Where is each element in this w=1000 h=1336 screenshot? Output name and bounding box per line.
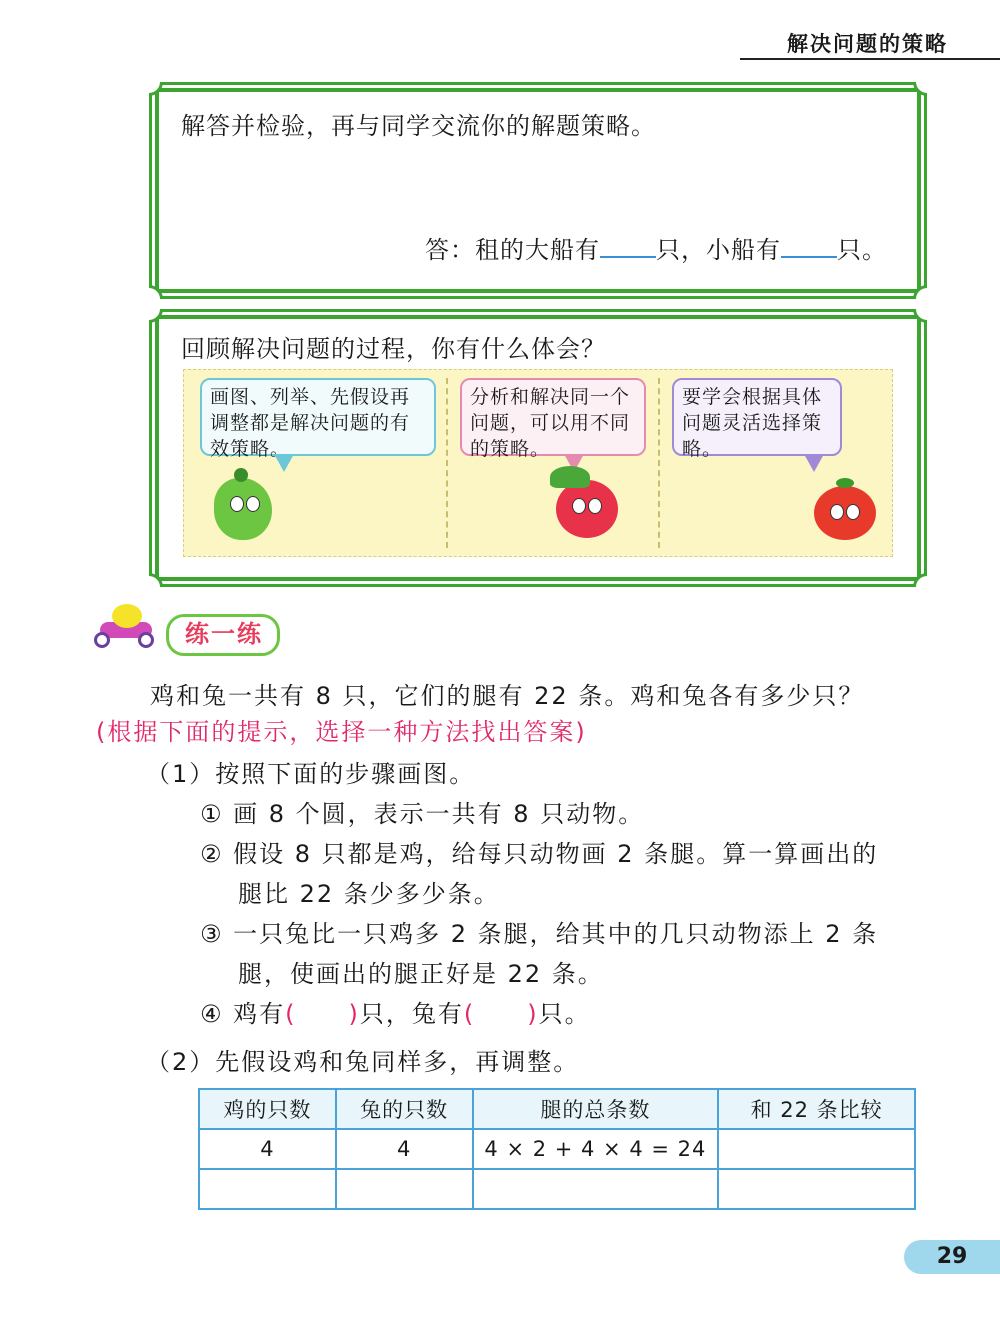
- step-4-suffix: 只。: [538, 1000, 591, 1028]
- panel-divider: [658, 378, 660, 548]
- paren-close: ): [348, 1000, 360, 1028]
- table-cell[interactable]: [718, 1129, 915, 1169]
- frame-corner: [149, 309, 163, 323]
- big-boat-blank[interactable]: [600, 234, 656, 258]
- table-cell[interactable]: [336, 1169, 473, 1209]
- header-rule: [740, 58, 1000, 60]
- header-rabbit-count: 兔的只数: [336, 1089, 473, 1129]
- bubble-tail-1: [274, 454, 294, 472]
- panel-divider: [446, 378, 448, 548]
- table-cell[interactable]: [718, 1169, 915, 1209]
- frame-corner: [149, 82, 163, 96]
- step-1: ① 画 8 个圆，表示一共有 8 只动物。: [200, 800, 645, 828]
- practice-badge: 练一练: [166, 614, 280, 656]
- step-4-rabbit-label: 只，兔有: [359, 1000, 464, 1028]
- part2-title: （2）先假设鸡和兔同样多，再调整。: [146, 1048, 580, 1076]
- frame-corner: [913, 309, 927, 323]
- reflection-panel: [183, 369, 893, 557]
- table-cell: 4: [336, 1129, 473, 1169]
- table-cell: 4 × 2 + 4 × 4 = 24: [473, 1129, 719, 1169]
- frame-corner: [913, 82, 927, 96]
- answer-line: [425, 230, 887, 265]
- bubble-tail-3: [804, 454, 824, 472]
- table-row: [199, 1129, 915, 1169]
- page-number: 29: [904, 1240, 1000, 1274]
- answer-mid: 只，小船有: [656, 236, 781, 264]
- tomato-character-icon: [814, 486, 876, 540]
- table-cell: 4: [199, 1129, 336, 1169]
- table-row: [199, 1169, 915, 1209]
- frame-corner: [149, 573, 163, 587]
- step-2-line-1: ② 假设 8 只都是鸡，给每只动物画 2 条腿。算一算画出的: [200, 840, 879, 868]
- leg-table: [198, 1088, 916, 1210]
- paren-open: (: [463, 1000, 476, 1028]
- solution-frame: [155, 88, 921, 293]
- table-header-row: [199, 1089, 915, 1129]
- header-compare-22: 和 22 条比较: [718, 1089, 915, 1129]
- practice-hint: (根据下面的提示，选择一种方法找出答案): [96, 718, 587, 746]
- frame-corner: [913, 285, 927, 299]
- step-4-chicken-label: ④ 鸡有: [200, 1000, 286, 1028]
- pepper-character-icon: [214, 478, 272, 540]
- header-total-legs: 腿的总条数: [473, 1089, 719, 1129]
- answer-prefix: 答：租的大船有: [425, 236, 600, 264]
- motorcycle-mascot-icon: [92, 604, 160, 650]
- table-cell[interactable]: [199, 1169, 336, 1209]
- answer-suffix: 只。: [837, 236, 887, 264]
- header-title: 解决问题的策略: [787, 32, 948, 56]
- solution-prompt: 解答并检验，再与同学交流你的解题策略。: [181, 112, 656, 140]
- frame-corner: [149, 285, 163, 299]
- part1-title: （1）按照下面的步骤画图。: [146, 760, 476, 788]
- reflection-prompt: 回顾解决问题的过程，你有什么体会？: [181, 335, 606, 363]
- practice-question: 鸡和兔一共有 8 只，它们的腿有 22 条。鸡和兔各有多少只？: [150, 682, 865, 710]
- speech-bubble-2: 分析和解决同一个问题，可以用不同的策略。: [460, 378, 646, 456]
- paren-close: ): [527, 1000, 539, 1028]
- header-chicken-count: 鸡的只数: [199, 1089, 336, 1129]
- small-boat-blank[interactable]: [781, 234, 837, 258]
- frame-corner: [913, 573, 927, 587]
- step-2-line-2: 腿比 22 条少多少条。: [238, 880, 500, 908]
- radish-character-icon: [556, 480, 618, 538]
- step-3-line-1: ③ 一只兔比一只鸡多 2 条腿，给其中的几只动物添上 2 条: [200, 920, 879, 948]
- speech-bubble-1: 画图、列举、先假设再调整都是解决问题的有效策略。: [200, 378, 436, 456]
- table-cell[interactable]: [473, 1169, 719, 1209]
- paren-open: (: [285, 1000, 297, 1028]
- step-3-line-2: 腿，使画出的腿正好是 22 条。: [238, 960, 604, 988]
- speech-bubble-3: 要学会根据具体问题灵活选择策略。: [672, 378, 842, 456]
- step-4: [200, 994, 591, 1029]
- reflection-frame: [155, 315, 921, 581]
